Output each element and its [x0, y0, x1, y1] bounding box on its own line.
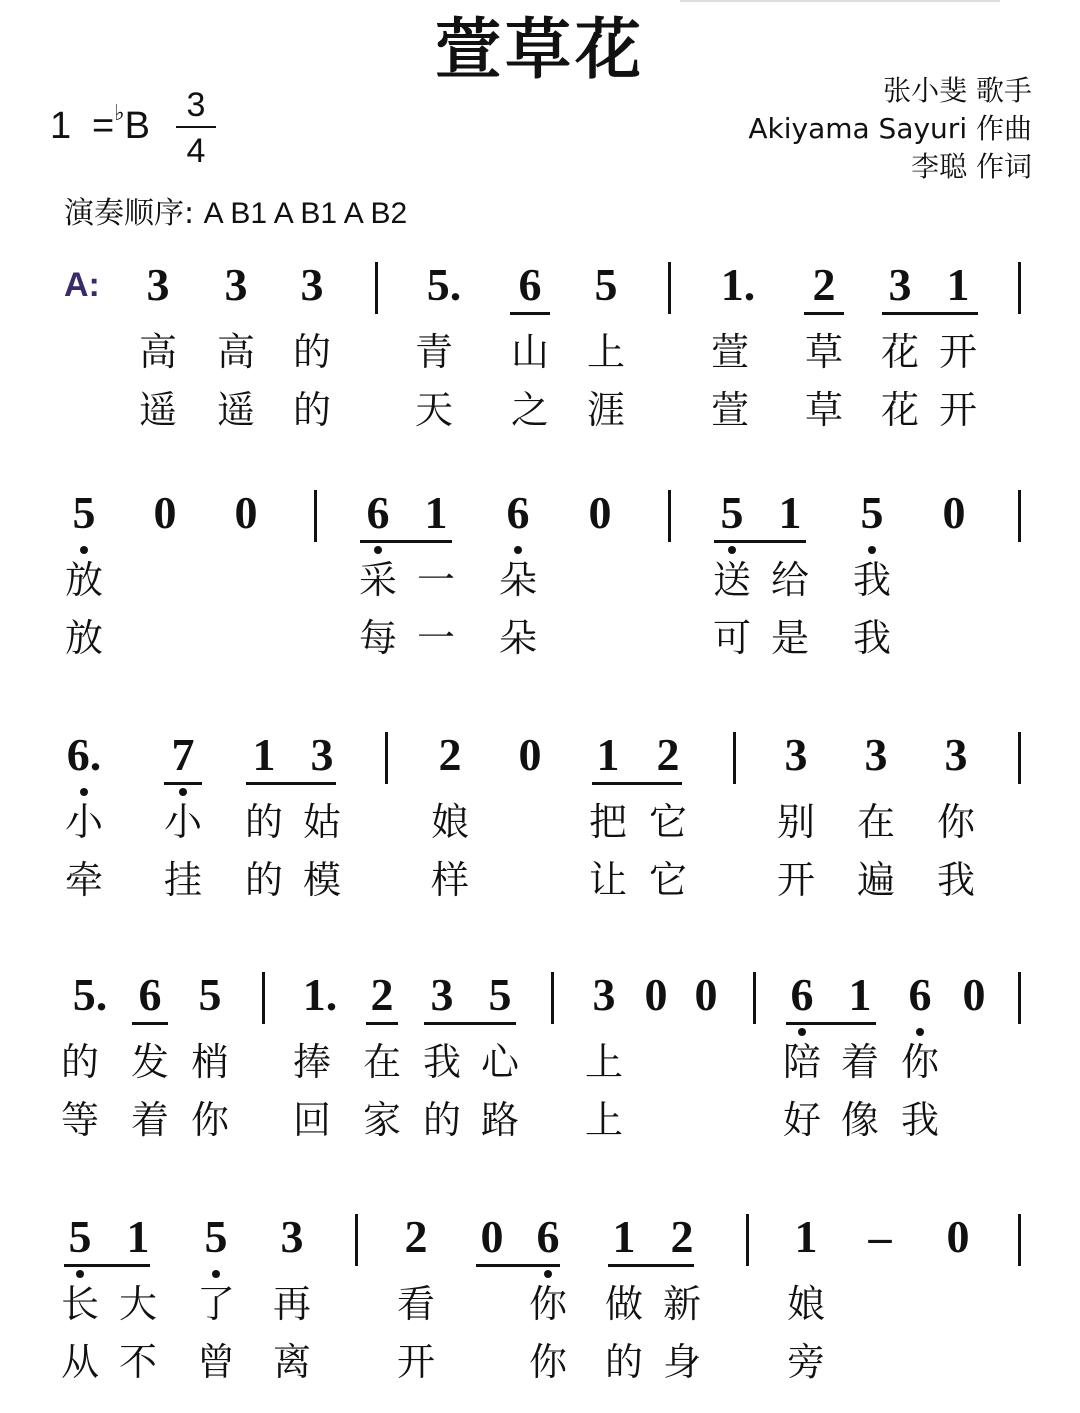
lyric-verse-1: 看	[396, 1282, 436, 1326]
underline-beam	[804, 312, 844, 315]
underline-beam	[424, 1022, 516, 1025]
time-signature	[176, 86, 216, 170]
credits	[748, 72, 1032, 186]
note: 5.	[426, 259, 462, 310]
lyric-verse-2: 离	[272, 1340, 312, 1384]
underline-beam	[164, 782, 202, 785]
note: 5	[720, 487, 744, 538]
note: 3	[300, 259, 324, 310]
lyric-verse-2: 开	[938, 388, 978, 432]
note: 6.	[66, 729, 102, 780]
key-signature	[50, 100, 150, 148]
lyric-verse-1: 小	[64, 800, 104, 844]
lyric-verse-2: 好	[782, 1098, 822, 1142]
meter-bottom: 4	[186, 132, 206, 170]
note: 5	[204, 1211, 228, 1262]
lyric-verse-2: 它	[648, 858, 688, 902]
barline	[375, 262, 378, 314]
note: 1	[126, 1211, 150, 1262]
lyric-verse-2: 你	[528, 1340, 568, 1384]
barline	[551, 972, 554, 1024]
underline-beam	[592, 782, 682, 785]
lyric-verse-1: 的	[292, 330, 332, 374]
low-octave-dot	[374, 546, 382, 554]
note: 6	[366, 487, 390, 538]
note: 6	[138, 969, 162, 1020]
lyric-verse-1: 着	[840, 1040, 880, 1084]
lyric-verse-1: 发	[130, 1040, 170, 1084]
underline-beam	[64, 1264, 150, 1267]
lyric-verse-2: 之	[510, 388, 550, 432]
barline	[385, 732, 388, 784]
low-octave-dot	[798, 1028, 806, 1036]
lyric-verse-1: 采	[358, 558, 398, 602]
low-octave-dot	[76, 1270, 84, 1278]
underline-beam	[786, 1022, 876, 1025]
barline	[733, 732, 736, 784]
barline	[262, 972, 265, 1024]
lyric-verse-2: 牵	[64, 858, 104, 902]
lyric-verse-2: 放	[64, 616, 104, 660]
note: 1.	[302, 969, 338, 1020]
barline	[746, 1214, 749, 1266]
note: 3	[310, 729, 334, 780]
lyric-verse-2: 每	[358, 616, 398, 660]
lyric-verse-2: 等	[60, 1098, 100, 1142]
lyric-verse-2: 开	[396, 1340, 436, 1384]
lyric-verse-2: 天	[414, 388, 454, 432]
lyric-verse-2: 开	[776, 858, 816, 902]
lyric-verse-1: 的	[60, 1040, 100, 1084]
note: 0	[153, 487, 177, 538]
note: 1	[778, 487, 802, 538]
note: 3	[944, 729, 968, 780]
underline-beam	[246, 782, 336, 785]
lyric-verse-1: 朵	[498, 558, 538, 602]
low-octave-dot	[544, 1270, 552, 1278]
lyric-verse-2: 可	[712, 616, 752, 660]
lyric-verse-2: 样	[430, 858, 470, 902]
underline-beam	[882, 312, 978, 315]
underline-beam	[510, 312, 550, 315]
lyric-verse-2: 萱	[710, 388, 750, 432]
note: 2	[670, 1211, 694, 1262]
barline	[314, 490, 317, 542]
note: 3	[430, 969, 454, 1020]
lyric-verse-1: 梢	[190, 1040, 230, 1084]
key-equals: =	[92, 105, 115, 147]
lyric-verse-2: 草	[804, 388, 844, 432]
lyric-verse-1: 送	[712, 558, 752, 602]
barline	[668, 262, 671, 314]
barline	[1018, 1214, 1021, 1266]
low-octave-dot	[868, 546, 876, 554]
lyric-verse-1: 的	[244, 800, 284, 844]
lyric-verse-1: 我	[422, 1040, 462, 1084]
lyric-verse-2: 回	[292, 1098, 332, 1142]
low-octave-dot	[80, 788, 88, 796]
lyric-verse-2: 遥	[216, 388, 256, 432]
lyric-verse-2: 的	[604, 1340, 644, 1384]
note: 0	[694, 969, 718, 1020]
note: 0	[234, 487, 258, 538]
note: 5	[860, 487, 884, 538]
lyric-verse-1: 了	[196, 1282, 236, 1326]
lyric-verse-1: 你	[936, 800, 976, 844]
note: 5	[488, 969, 512, 1020]
underline-beam	[360, 540, 452, 543]
low-octave-dot	[212, 1270, 220, 1278]
lyric-verse-1: 山	[510, 330, 550, 374]
lyric-verse-2: 家	[362, 1098, 402, 1142]
credit-composer: Akiyama Sayuri 作曲	[748, 112, 1032, 145]
meter-top: 3	[186, 86, 206, 124]
key-tonic: B	[124, 105, 150, 147]
note: 3	[280, 1211, 304, 1262]
order-value: A B1 A B1 A B2	[203, 197, 408, 230]
lyric-verse-1: 新	[662, 1282, 702, 1326]
lyric-verse-2: 身	[662, 1340, 702, 1384]
lyric-verse-1: 别	[776, 800, 816, 844]
note: 0	[644, 969, 668, 1020]
lyric-verse-1: 青	[414, 330, 454, 374]
lyric-verse-1: 心	[480, 1040, 520, 1084]
note: 1.	[720, 259, 756, 310]
lyric-verse-1: 放	[64, 558, 104, 602]
note: 6	[518, 259, 542, 310]
performance-order	[64, 188, 407, 232]
note: 6	[790, 969, 814, 1020]
barline	[355, 1214, 358, 1266]
underline-beam	[608, 1264, 694, 1267]
lyric-verse-1: 再	[272, 1282, 312, 1326]
note: 3	[864, 729, 888, 780]
note: 1	[946, 259, 970, 310]
lyric-verse-1: 做	[604, 1282, 644, 1326]
lyric-verse-1: 在	[362, 1040, 402, 1084]
lyric-verse-1: 长	[60, 1282, 100, 1326]
lyric-verse-2: 路	[480, 1098, 520, 1142]
lyric-verse-1: 大	[118, 1282, 158, 1326]
lyric-verse-2: 朵	[498, 616, 538, 660]
note: 6	[506, 487, 530, 538]
lyric-verse-2: 一	[416, 616, 456, 660]
note: 2	[656, 729, 680, 780]
lyric-verse-1: 捧	[292, 1040, 332, 1084]
lyric-verse-2: 像	[840, 1098, 880, 1142]
note: 0	[480, 1211, 504, 1262]
lyric-verse-1: 给	[770, 558, 810, 602]
underline-beam	[366, 1022, 398, 1025]
flat-sign: ♭	[114, 100, 125, 125]
note: 2	[370, 969, 394, 1020]
lyric-verse-2: 是	[770, 616, 810, 660]
key-do: 1	[50, 105, 72, 147]
lyric-verse-1: 娘	[430, 800, 470, 844]
song-title: 萱草花	[435, 11, 645, 88]
barline	[1018, 732, 1021, 784]
barline	[1018, 972, 1021, 1024]
note: 1	[424, 487, 448, 538]
low-octave-dot	[80, 546, 88, 554]
note: 3	[592, 969, 616, 1020]
note: 0	[946, 1211, 970, 1262]
note: 0	[588, 487, 612, 538]
underline-beam	[132, 1022, 168, 1025]
note: 2	[812, 259, 836, 310]
note: 6	[536, 1211, 560, 1262]
barline	[1018, 490, 1021, 542]
barline	[668, 490, 671, 542]
lyric-verse-2: 从	[60, 1340, 100, 1384]
note: 3	[224, 259, 248, 310]
lyric-verse-2: 遍	[856, 858, 896, 902]
note: 2	[404, 1211, 428, 1262]
lyric-verse-1: 在	[856, 800, 896, 844]
note: 1	[596, 729, 620, 780]
note: 1	[252, 729, 276, 780]
note: 6	[908, 969, 932, 1020]
lyric-verse-1: 姑	[302, 800, 342, 844]
lyric-verse-1: 它	[648, 800, 688, 844]
lyric-verse-2: 让	[588, 858, 628, 902]
lyric-verse-1: 你	[900, 1040, 940, 1084]
low-octave-dot	[916, 1028, 924, 1036]
credit-singer: 张小斐 歌手	[883, 74, 1032, 107]
note: 2	[438, 729, 462, 780]
lyric-verse-2: 不	[118, 1340, 158, 1384]
note: 1	[612, 1211, 636, 1262]
note: 5	[594, 259, 618, 310]
low-octave-dot	[514, 546, 522, 554]
lyric-verse-1: 娘	[786, 1282, 826, 1326]
note: 5	[68, 1211, 92, 1262]
barline	[753, 972, 756, 1024]
lyric-verse-1: 你	[528, 1282, 568, 1326]
lyric-verse-2: 的	[292, 388, 332, 432]
lyric-verse-2: 着	[130, 1098, 170, 1142]
lyric-verse-1: 上	[584, 1040, 624, 1084]
barline	[1018, 262, 1021, 314]
low-octave-dot	[728, 546, 736, 554]
lyric-verse-2: 我	[900, 1098, 940, 1142]
lyric-verse-1: 小	[163, 800, 203, 844]
lyric-verse-1: 上	[586, 330, 626, 374]
note: 3	[146, 259, 170, 310]
low-octave-dot	[179, 788, 187, 796]
lyric-verse-1: 高	[216, 330, 256, 374]
underline-beam	[714, 540, 806, 543]
lyric-verse-2: 花	[880, 388, 920, 432]
lyric-verse-2: 旁	[786, 1340, 826, 1384]
note: 3	[888, 259, 912, 310]
lyric-verse-1: 我	[852, 558, 892, 602]
lyric-verse-2: 涯	[586, 388, 626, 432]
lyric-verse-1: 把	[588, 800, 628, 844]
section-label: A:	[64, 266, 100, 304]
note: 5	[72, 487, 96, 538]
lyric-verse-2: 遥	[138, 388, 178, 432]
lyric-verse-1: 陪	[782, 1040, 822, 1084]
lyric-verse-2: 你	[190, 1098, 230, 1142]
lyric-verse-2: 曾	[196, 1340, 236, 1384]
lyric-verse-2: 我	[852, 616, 892, 660]
note: 5	[198, 969, 222, 1020]
lyric-verse-1: 草	[804, 330, 844, 374]
note: 1	[794, 1211, 818, 1262]
note: 0	[942, 487, 966, 538]
lyric-verse-2: 模	[302, 858, 342, 902]
note: 1	[848, 969, 872, 1020]
lyric-verse-1: 高	[138, 330, 178, 374]
lyric-verse-2: 的	[244, 858, 284, 902]
lyric-verse-1: 花	[880, 330, 920, 374]
lyric-verse-2: 挂	[163, 858, 203, 902]
order-label: 演奏顺序:	[64, 196, 195, 231]
lyric-verse-1: 开	[938, 330, 978, 374]
lyric-verse-1: 一	[416, 558, 456, 602]
meter-bar	[176, 126, 216, 128]
lyric-verse-2: 的	[422, 1098, 462, 1142]
lyric-verse-1: 萱	[710, 330, 750, 374]
lyric-verse-2: 我	[936, 858, 976, 902]
credit-lyricist: 李聪 作词	[911, 150, 1032, 183]
note: 3	[784, 729, 808, 780]
note: 7	[171, 729, 195, 780]
lyric-verse-2: 上	[584, 1098, 624, 1142]
note: 5.	[72, 969, 108, 1020]
note: 0	[518, 729, 542, 780]
underline-beam	[476, 1264, 560, 1267]
note: –	[868, 1211, 892, 1262]
note: 0	[962, 969, 986, 1020]
